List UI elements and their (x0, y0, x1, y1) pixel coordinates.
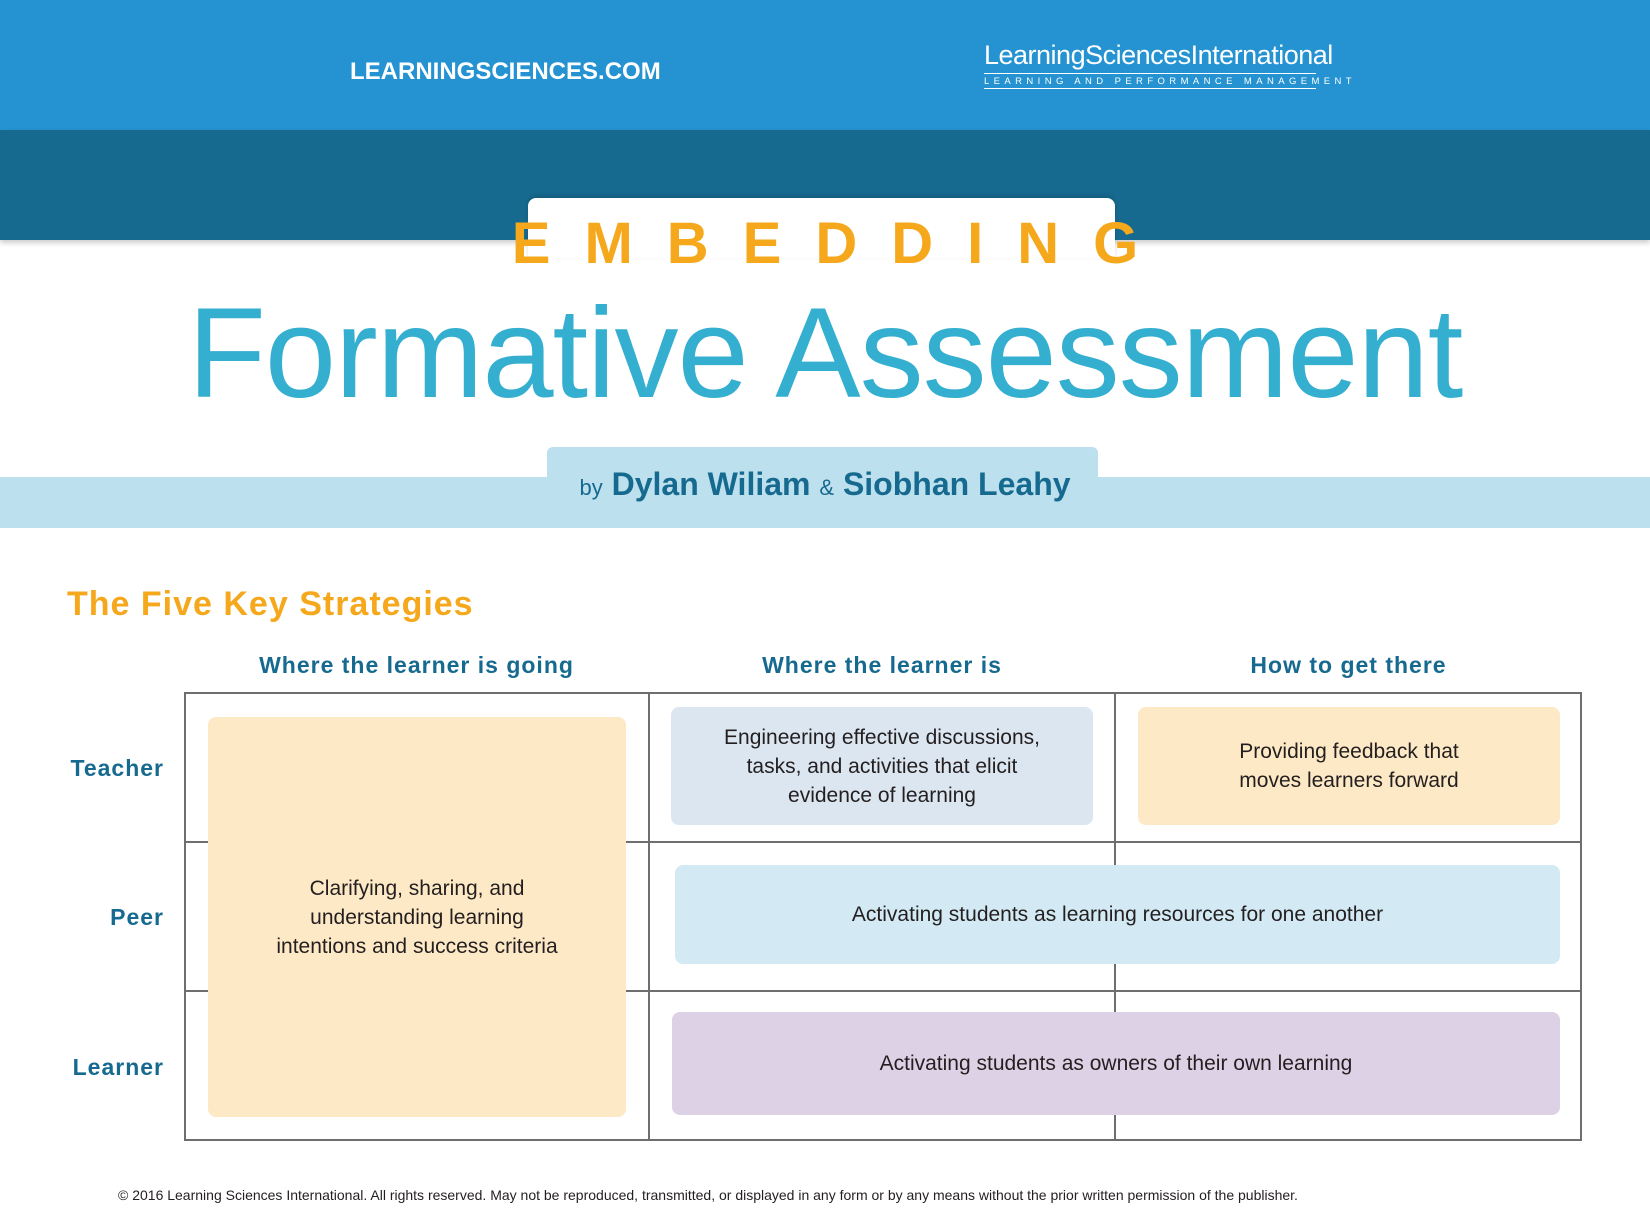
grid-divider (648, 692, 650, 1141)
cell-owners: Activating students as owners of their own learning (672, 1012, 1560, 1115)
copyright: © 2016 Learning Sciences International. All rights reserved. May not be reproduced, transmitted, or displayed in any form or by any means without the prior written permission of the publisher. (118, 1187, 1298, 1203)
page-title: Formative Assessment (187, 282, 1463, 425)
ampersand: & (819, 475, 835, 500)
title-kicker: EMBEDDING (511, 211, 1173, 276)
row-header: Learner (72, 1054, 164, 1080)
header-bar (0, 0, 1650, 130)
column-header: Where the learner is (762, 652, 1002, 678)
row-header: Teacher (70, 755, 164, 781)
section-title: The Five Key Strategies (67, 585, 474, 623)
cell-clarifying: Clarifying, sharing, and understanding learning intentions and success criteria (208, 717, 626, 1117)
column-header: How to get there (1250, 652, 1447, 678)
author-2: Siobhan Leahy (842, 466, 1071, 502)
site-url[interactable]: LEARNINGSCIENCES.COM (350, 58, 661, 85)
row-header: Peer (110, 904, 164, 930)
cell-engineering: Engineering effective discussions, tasks, and activities that elicit evidence of learning (671, 707, 1093, 825)
cell-feedback: Providing feedback that moves learners forward (1138, 707, 1560, 825)
by-label: by (579, 475, 603, 500)
cell-peer: Activating students as learning resources for one another (675, 865, 1560, 964)
column-header: Where the learner is going (259, 652, 574, 678)
logo-tagline: LEARNING AND PERFORMANCE MANAGEMENT (984, 73, 1316, 89)
logo-name: LearningSciencesInternational (984, 40, 1333, 70)
author-1: Dylan Wiliam (611, 466, 811, 502)
lsi-logo (984, 40, 1356, 89)
authors (0, 466, 1650, 503)
